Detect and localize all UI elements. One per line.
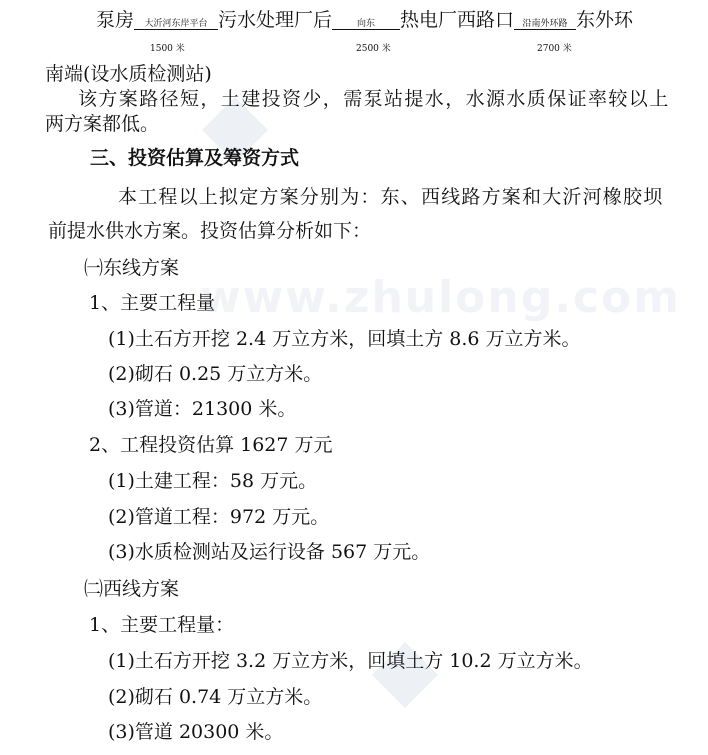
route-pump-house: 泵房 <box>96 9 135 31</box>
south-end-text: 南端(设水质检测站) <box>45 63 212 85</box>
route-distance-3: 2700 米 <box>537 44 572 54</box>
route-label-2: 向东 <box>332 19 400 30</box>
route-line <box>96 8 633 32</box>
west-item-1: 1、主要工程量： <box>89 614 235 636</box>
paragraph-2-line-1: 本工程以上拟定方案分别为：东、西线路方案和大沂河橡胶坝 <box>118 186 664 208</box>
west-plan-heading: ㈡西线方案 <box>84 578 180 600</box>
west-item-1-1: (1)土石方开挖 3.2 万立方米，回填土方 10.2 万立方米。 <box>108 650 593 672</box>
route-distance-2: 2500 米 <box>356 44 391 54</box>
paragraph-1-line-2: 两方案都低。 <box>45 113 160 135</box>
route-east-ring: 东外环 <box>576 9 634 31</box>
west-item-1-2: (2)砌石 0.74 万立方米。 <box>108 686 323 708</box>
east-item-2-1: (1)土建工程：58 万元。 <box>108 470 318 492</box>
route-label-1: 大沂河东岸平台 <box>134 19 218 30</box>
east-item-1: 1、主要工程量 <box>89 292 216 314</box>
east-item-2-3: (3)水质检测站及运行设备 567 万元。 <box>108 541 431 563</box>
route-thermal: 热电厂西路口 <box>400 9 515 31</box>
east-item-2: 2、工程投资估算 1627 万元 <box>89 434 333 456</box>
east-item-1-2: (2)砌石 0.25 万立方米。 <box>108 363 323 385</box>
paragraph-2-line-2: 前提水供水方案。投资估算分析如下： <box>48 220 372 242</box>
west-item-1-3: (3)管道 20300 米。 <box>108 721 284 743</box>
east-item-1-1: (1)土石方开挖 2.4 万立方米，回填土方 8.6 万立方米。 <box>108 328 581 350</box>
section-heading-3: 三、投资估算及筹资方式 <box>90 147 300 169</box>
paragraph-1-line-1: 该方案路径短，土建投资少，需泵站提水，水源水质保证率较以上 <box>78 88 670 110</box>
route-plant: 污水处理厂后 <box>218 9 333 31</box>
watermark-text: www.zhulong.com <box>200 272 682 323</box>
east-plan-heading: ㈠东线方案 <box>84 257 180 279</box>
route-distance-1: 1500 米 <box>150 44 185 54</box>
east-item-2-2: (2)管道工程：972 万元。 <box>108 506 330 528</box>
route-label-3: 沿南外环路 <box>514 19 576 30</box>
east-item-1-3: (3)管道：21300 米。 <box>108 398 297 420</box>
